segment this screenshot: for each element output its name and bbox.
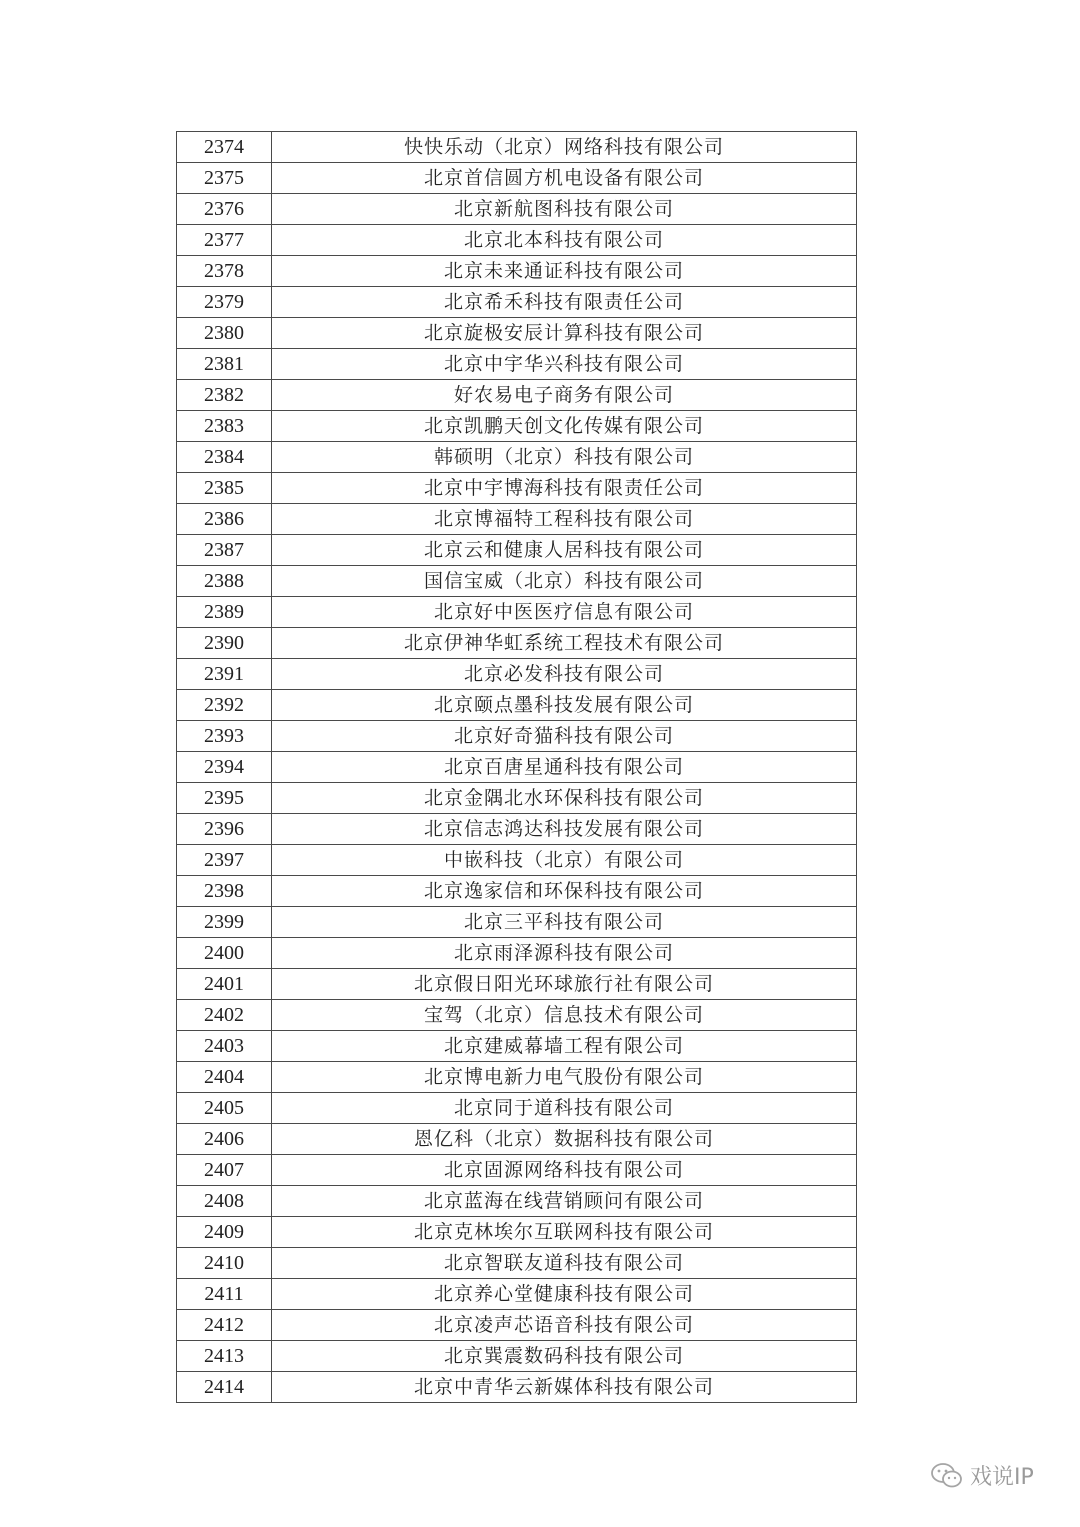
- row-number: 2396: [177, 814, 272, 845]
- row-number: 2378: [177, 256, 272, 287]
- company-name: 北京中宇博海科技有限责任公司: [272, 473, 857, 504]
- wechat-icon: [930, 1462, 964, 1490]
- row-number: 2386: [177, 504, 272, 535]
- company-name: 北京凯鹏天创文化传媒有限公司: [272, 411, 857, 442]
- table-row: [177, 690, 857, 721]
- row-number: 2404: [177, 1062, 272, 1093]
- table-row: [177, 1341, 857, 1372]
- company-name: 北京好中医医疗信息有限公司: [272, 597, 857, 628]
- row-number: 2379: [177, 287, 272, 318]
- table-row: [177, 721, 857, 752]
- table-row: [177, 969, 857, 1000]
- company-name: 北京智联友道科技有限公司: [272, 1248, 857, 1279]
- table-row: [177, 1248, 857, 1279]
- table-row: [177, 845, 857, 876]
- row-number: 2408: [177, 1186, 272, 1217]
- company-name: 恩亿科（北京）数据科技有限公司: [272, 1124, 857, 1155]
- company-name: 国信宝威（北京）科技有限公司: [272, 566, 857, 597]
- company-name: 北京未来通证科技有限公司: [272, 256, 857, 287]
- row-number: 2374: [177, 132, 272, 163]
- watermark-text: 戏说IP: [970, 1465, 1034, 1490]
- table-row: [177, 287, 857, 318]
- company-name: 北京颐点墨科技发展有限公司: [272, 690, 857, 721]
- row-number: 2393: [177, 721, 272, 752]
- row-number: 2406: [177, 1124, 272, 1155]
- table-row: [177, 1186, 857, 1217]
- row-number: 2384: [177, 442, 272, 473]
- row-number: 2411: [177, 1279, 272, 1310]
- table-row: [177, 1279, 857, 1310]
- company-name: 快快乐动（北京）网络科技有限公司: [272, 132, 857, 163]
- table-row: [177, 318, 857, 349]
- company-name: 北京金隅北水环保科技有限公司: [272, 783, 857, 814]
- company-name: 北京博福特工程科技有限公司: [272, 504, 857, 535]
- company-name: 北京好奇猫科技有限公司: [272, 721, 857, 752]
- table-row: [177, 752, 857, 783]
- table-row: [177, 1000, 857, 1031]
- company-name: 北京建威幕墙工程有限公司: [272, 1031, 857, 1062]
- company-name: 北京博电新力电气股份有限公司: [272, 1062, 857, 1093]
- table-row: [177, 225, 857, 256]
- row-number: 2385: [177, 473, 272, 504]
- company-name: 北京假日阳光环球旅行社有限公司: [272, 969, 857, 1000]
- row-number: 2390: [177, 628, 272, 659]
- company-name: 北京中宇华兴科技有限公司: [272, 349, 857, 380]
- row-number: 2400: [177, 938, 272, 969]
- table-row: [177, 256, 857, 287]
- row-number: 2398: [177, 876, 272, 907]
- table-row: [177, 814, 857, 845]
- company-name: 北京中青华云新媒体科技有限公司: [272, 1372, 857, 1403]
- company-name: 北京希禾科技有限责任公司: [272, 287, 857, 318]
- table-row: [177, 566, 857, 597]
- table-row: [177, 473, 857, 504]
- row-number: 2381: [177, 349, 272, 380]
- table-row: [177, 1155, 857, 1186]
- row-number: 2414: [177, 1372, 272, 1403]
- company-name: 北京新航图科技有限公司: [272, 194, 857, 225]
- company-name: 宝驾（北京）信息技术有限公司: [272, 1000, 857, 1031]
- company-name: 北京固源网络科技有限公司: [272, 1155, 857, 1186]
- row-number: 2402: [177, 1000, 272, 1031]
- row-number: 2413: [177, 1341, 272, 1372]
- table-row: [177, 1372, 857, 1403]
- company-name: 中嵌科技（北京）有限公司: [272, 845, 857, 876]
- row-number: 2388: [177, 566, 272, 597]
- row-number: 2405: [177, 1093, 272, 1124]
- table-row: [177, 504, 857, 535]
- row-number: 2389: [177, 597, 272, 628]
- table-row: [177, 132, 857, 163]
- company-name: 北京逸家信和环保科技有限公司: [272, 876, 857, 907]
- table-row: [177, 194, 857, 225]
- row-number: 2403: [177, 1031, 272, 1062]
- table-row: [177, 411, 857, 442]
- table-row: [177, 659, 857, 690]
- company-name: 北京必发科技有限公司: [272, 659, 857, 690]
- company-name: 北京养心堂健康科技有限公司: [272, 1279, 857, 1310]
- row-number: 2410: [177, 1248, 272, 1279]
- company-list-table: [176, 131, 857, 1403]
- table-body: [177, 132, 857, 1403]
- row-number: 2409: [177, 1217, 272, 1248]
- company-name: 好农易电子商务有限公司: [272, 380, 857, 411]
- row-number: 2407: [177, 1155, 272, 1186]
- table-row: [177, 628, 857, 659]
- row-number: 2376: [177, 194, 272, 225]
- table-row: [177, 1310, 857, 1341]
- row-number: 2394: [177, 752, 272, 783]
- row-number: 2399: [177, 907, 272, 938]
- table-row: [177, 907, 857, 938]
- table-row: [177, 349, 857, 380]
- row-number: 2377: [177, 225, 272, 256]
- company-name: 北京百唐星通科技有限公司: [272, 752, 857, 783]
- row-number: 2387: [177, 535, 272, 566]
- row-number: 2395: [177, 783, 272, 814]
- table-row: [177, 380, 857, 411]
- company-name: 北京北本科技有限公司: [272, 225, 857, 256]
- row-number: 2401: [177, 969, 272, 1000]
- company-name: 北京伊神华虹系统工程技术有限公司: [272, 628, 857, 659]
- watermark: [930, 1460, 1034, 1491]
- table-row: [177, 442, 857, 473]
- company-name: 北京信志鸿达科技发展有限公司: [272, 814, 857, 845]
- company-name: 北京同于道科技有限公司: [272, 1093, 857, 1124]
- table-row: [177, 938, 857, 969]
- company-name: 北京蓝海在线营销顾问有限公司: [272, 1186, 857, 1217]
- company-name: 北京雨泽源科技有限公司: [272, 938, 857, 969]
- company-name: 韩硕明（北京）科技有限公司: [272, 442, 857, 473]
- row-number: 2397: [177, 845, 272, 876]
- company-name: 北京三平科技有限公司: [272, 907, 857, 938]
- company-name: 北京巽震数码科技有限公司: [272, 1341, 857, 1372]
- table-row: [177, 1124, 857, 1155]
- company-name: 北京首信圆方机电设备有限公司: [272, 163, 857, 194]
- company-name: 北京克林埃尔互联网科技有限公司: [272, 1217, 857, 1248]
- table-row: [177, 876, 857, 907]
- row-number: 2380: [177, 318, 272, 349]
- row-number: 2382: [177, 380, 272, 411]
- table-row: [177, 1093, 857, 1124]
- row-number: 2391: [177, 659, 272, 690]
- row-number: 2392: [177, 690, 272, 721]
- company-name: 北京旋极安辰计算科技有限公司: [272, 318, 857, 349]
- table-row: [177, 597, 857, 628]
- row-number: 2412: [177, 1310, 272, 1341]
- company-name: 北京凌声芯语音科技有限公司: [272, 1310, 857, 1341]
- table-row: [177, 1031, 857, 1062]
- table-row: [177, 783, 857, 814]
- row-number: 2375: [177, 163, 272, 194]
- company-name: 北京云和健康人居科技有限公司: [272, 535, 857, 566]
- table-row: [177, 1062, 857, 1093]
- row-number: 2383: [177, 411, 272, 442]
- table-row: [177, 163, 857, 194]
- table-row: [177, 535, 857, 566]
- table-row: [177, 1217, 857, 1248]
